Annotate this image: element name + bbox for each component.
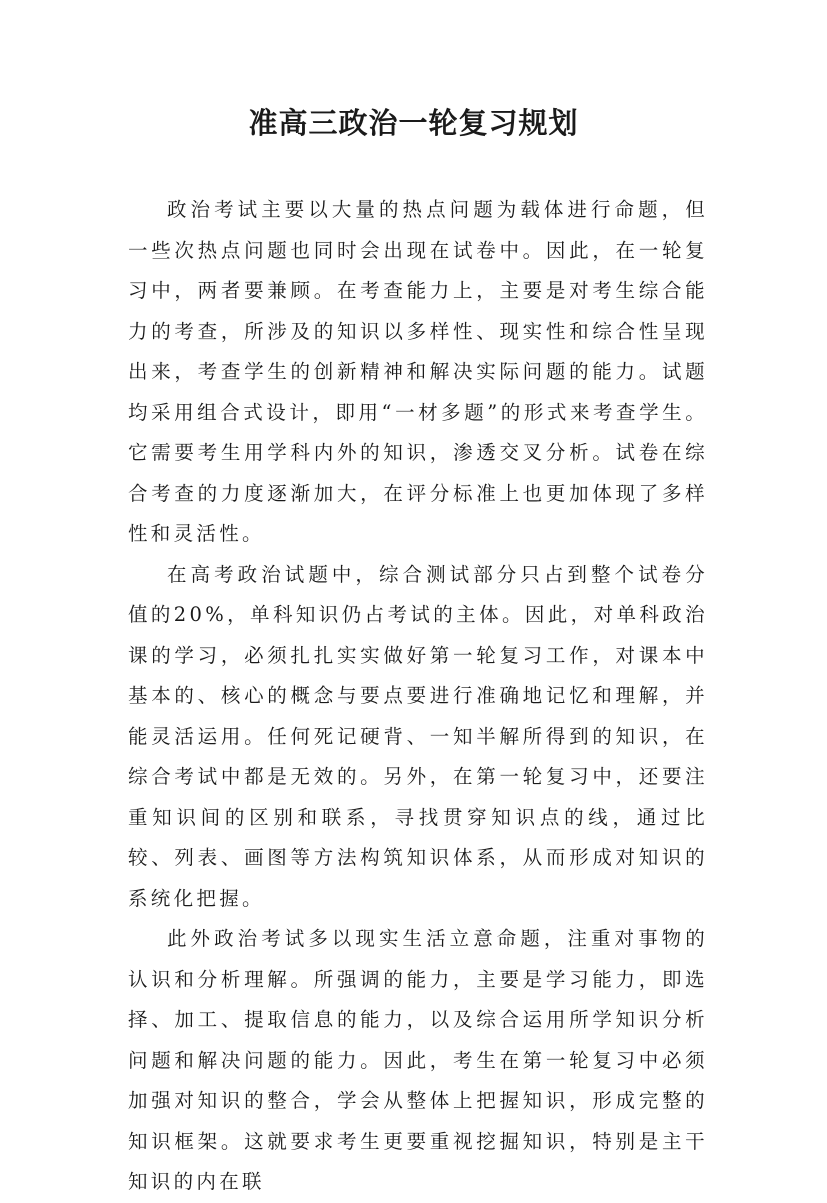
document-body (128, 190, 708, 1203)
paragraph-2: 在高考政治试题中，综合测试部分只占到整个试卷分值的20%，单科知识仍占考试的主体。因此，对单科政治课的学习，必须扎扎实实做好第一轮复习工作，对课本中基本的、核心的概念与要点要进行准确地记忆和理解，并能灵活运用。任何死记硬背、一知半解所得到的知识，在综合考试中都是无效的。另外，在第一轮复习中，还要注重知识间的区别和联系，寻找贯穿知识点的线，通过比较、列表、画图等方法构筑知识体系，从而形成对知识的系统化把握。 (128, 562, 708, 910)
paragraph-1: 政治考试主要以大量的热点问题为载体进行命题，但一些次热点问题也同时会出现在试卷中。因此，在一轮复习中，两者要兼顾。在考查能力上，主要是对考生综合能力的考查，所涉及的知识以多样性、现实性和综合性呈现出来，考查学生的创新精神和解决实际问题的能力。试题均采用组合式设计，即用“一材多题”的形式来考查学生。它需要考生用学科内外的知识，渗透交叉分析。试卷在综合考查的力度逐渐加大，在评分标准上也更加体现了多样性和灵活性。 (128, 198, 708, 545)
paragraph-3: 此外政治考试多以现实生活立意命题，注重对事物的认识和分析理解。所强调的能力，主要是学习能力，即选择、加工、提取信息的能力，以及综合运用所学知识分析问题和解决问题的能力。因此，考生在第一轮复习中必须加强对知识的整合，学会从整体上把握知识，形成完整的知识框架。这就要求考生更要重视挖掘知识，特别是主干知识的内在联 (128, 927, 708, 1193)
document-title: 准高三政治一轮复习规划 (248, 106, 579, 140)
